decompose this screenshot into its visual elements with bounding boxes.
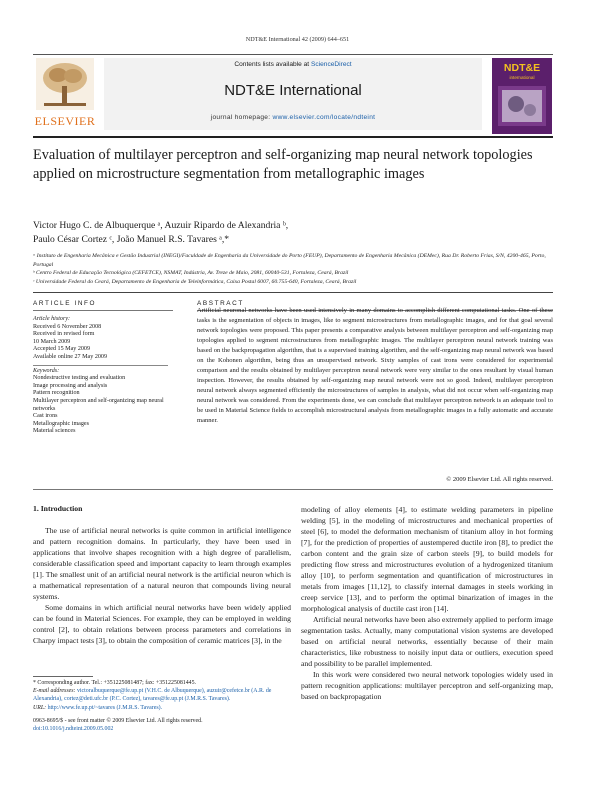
keyword-item: Material sciences [33, 428, 76, 435]
keyword-item: Multilayer perceptron and self-organizing map neural networks [33, 397, 164, 412]
authors [33, 219, 553, 247]
abstract-text: Artificial neuronal networks have been used intensively in many domains to accomplish different computational tasks. One of these tasks is the segmentation of objects in images, like to segment microstructures from metallographic images, and for that goal several network topologies were proposed. This paper presents a comparative analysis between multilayer perceptron and self-organizing map topologies applied to segment microstructures from metallographic images. The multilayer perceptron neural network training was based on the backpropagation algorithm, that is a supervised training algorithm, and the self-organizing map neural network was based on the Kohonen algorithm, being thus an unsupervised network. Sixty samples of cast irons were considered for experimental comparison and the results obtained by multilayer perceptron neural network were very similar to the ones resultant by visual human inspection. However, the results obtained by self-organizing map neural network were not so good. Indeed, multilayer perceptron neural network always segmented efficiently the microstructures of samples in analysis, what did not occur when self-organizing map neural network was considered. From the experiments done, we can conclude that multilayer perceptron network is an adequate tool to be used in Material Science fields to accomplish microstructural analysis from metallographic images in a fully automatic and accurate manner. [197, 307, 553, 424]
copyright-line: © 2009 Elsevier Ltd. All rights reserved. [446, 476, 553, 483]
affiliation-b: ᵇ Centro Federal de Educação Tecnológica (CEFETCE), NSMAT, Indústria, Av. Treze de Maio, 2081, 60040-531, Fortaleza, Ceará, Brazil [33, 270, 349, 277]
history-item: Accepted 15 May 2009 [33, 346, 91, 353]
authors-line-2: Paulo César Cortez ᶜ, João Manuel R.S. Tavares ᵃ,* [33, 234, 230, 245]
abstract-bottom-rule [33, 489, 553, 490]
footnote-rule [33, 676, 93, 677]
keyword-item: Metallographic images [33, 420, 90, 427]
elsevier-wordmark: ELSEVIER [34, 114, 96, 128]
article-title: Evaluation of multilayer perceptron and self-organizing map neural network topologies applied on microstructure segmentation from metallographic images [33, 147, 533, 182]
journal-name: NDT&E International [224, 82, 362, 99]
history-heading: Article history: [33, 316, 71, 322]
info-divider [33, 365, 168, 366]
email-label: E-mail addresses: [33, 688, 76, 695]
cover-image [498, 86, 546, 126]
sciencedirect-link[interactable]: ScienceDirect [310, 61, 352, 68]
affiliation-a: ᵃ Instituto de Engenharia Mecânica e Gestão Industrial (INEGI)/Faculdade de Engenharia da Universidade do Porto (FEUP), Departamento de Engenharia Mecânica (DEMec), Rua Dr. Roberto Frias, S/N, 4200-465, Porto, Portugal [33, 253, 546, 268]
homepage-link[interactable]: www.elsevier.com/locate/ndteint [272, 114, 376, 121]
header-top-rule [33, 54, 553, 55]
running-header: NDT&E International 42 (2009) 644–651 [245, 36, 350, 43]
corresponding-author: * Corresponding author. Tel.: +351225081487; fax: +351225081445. [33, 680, 197, 686]
article-info-label: ARTICLE INFO [33, 300, 97, 307]
doi-link[interactable]: doi:10.1016/j.ndteint.2009.05.002 [33, 726, 114, 733]
footnotes [33, 679, 291, 733]
homepage-prefix: journal homepage: [210, 114, 273, 121]
keyword-item: Image processing and analysis [33, 382, 108, 389]
history-item: Received 6 November 2008 [33, 323, 102, 330]
keyword-item: Cast irons [33, 413, 58, 420]
history-item: Received in revised form [33, 331, 95, 338]
history-item: Available online 27 May 2009 [33, 353, 108, 360]
intro-right-column [301, 504, 553, 702]
url-label: URL: [33, 704, 47, 711]
intro-paragraph: The use of artificial neural networks is quite common in artificial intelligence and pattern recognition domains. In particularly, they have been used in applications that involve shapes recognition with a high degree of parallelism, considerable classification speed and important capacity to learn through examples [1]. The smallest unit of an artificial neural network is the artificial neuron which is a mathematical representation of a natural neuron that compounds living neural systems. [33, 526, 291, 601]
abstract-label: ABSTRACT [197, 300, 244, 307]
header-bottom-rule [33, 136, 553, 138]
intro-paragraph: In this work were considered two neural network topologies widely used in pattern recognition applications: multilayer perceptron and self-organizing map, based on backpropagation [301, 670, 553, 701]
info-rule [33, 310, 173, 311]
url-line [33, 704, 291, 712]
history-item: 10 March 2009 [33, 338, 71, 345]
article-info [33, 316, 168, 436]
author-url[interactable]: http://www.fe.up.pt/~tavares (J.M.R.S. Tavares). [47, 704, 163, 711]
authors-line-1: Victor Hugo C. de Albuquerque ᵃ, Auzuir Ripardo de Alexandria ᵇ, [33, 220, 289, 231]
elsevier-tree-logo [36, 58, 94, 110]
keyword-item: Pattern recognition [33, 390, 80, 397]
cover-subtitle: international [509, 75, 535, 80]
issn-line: 0963-8695/$ - see front matter © 2009 Elsevier Ltd. All rights reserved. [33, 717, 203, 724]
contents-line [104, 61, 482, 68]
keyword-item: Nondestructive testing and evaluation [33, 375, 126, 382]
intro-paragraph: Artificial neural networks have been also extremely applied to perform image segmentation tasks. Actually, many computational vision systems are developed based on artificial neural networks, essentially because of their main characteristics, like robustness to noisily input data or outliers, execution speed and possibility to be parallel implemented. [301, 615, 553, 668]
intro-left-column [33, 525, 291, 646]
journal-homepage-line [104, 114, 482, 121]
info-top-rule [33, 292, 553, 293]
keywords-heading: Keywords: [33, 367, 60, 374]
cover-title: NDT&E [503, 62, 541, 74]
email-line [33, 687, 291, 703]
affiliation-c: ᶜ Universidade Federal do Ceará, Departamento de Engenharia de Teleinformática, Caixa Postal 6007, 60.755-640, Fortaleza, Ceará, Brazil [33, 279, 357, 286]
intro-paragraph: Some domains in which artificial neural networks have been widely applied can be found in Material Sciences. For example, they can be employed in welding control [2], to obtain relations between process parameters and correlations in Charpy impact tests [3], to obtain the composition of ceramic matrices [3], in the [33, 603, 291, 645]
section-heading-introduction: 1. Introduction [33, 504, 83, 513]
contents-prefix: Contents lists available at [234, 61, 311, 68]
email-addresses[interactable]: victoralbuquerque@fe.up.pt (V.H.C. de Albuquerque), auzuir@cefetce.br (A.R. de Alexandria), cortez@deti.ufc.br (P.C. Cortez), tavares@fe.up.pt (J.M.R.S. Tavares). [33, 688, 272, 703]
affiliations [33, 252, 553, 287]
intro-continuation: modeling of alloy elements [4], to estimate welding parameters in pipeline welding [5], in the modeling of microstructures and mechanical properties of steel [6], to model the deformation mechanism of titanium alloy in hot forming [7], for the prediction of properties of austempered ductile iron [8], to predict the carbon content and the grain size of carbon steels [9], to build models for predicting flow stress and microstructures evolution of a hydrogenized titanium alloy [10], to perform segmentation and quantification of microstructures in metals from images [11,12], to classify internal damages in steels working in creep service [13], and to perform the optimal binarization of images in the morphological analysis of ductile cast iron [14]. [301, 505, 553, 613]
